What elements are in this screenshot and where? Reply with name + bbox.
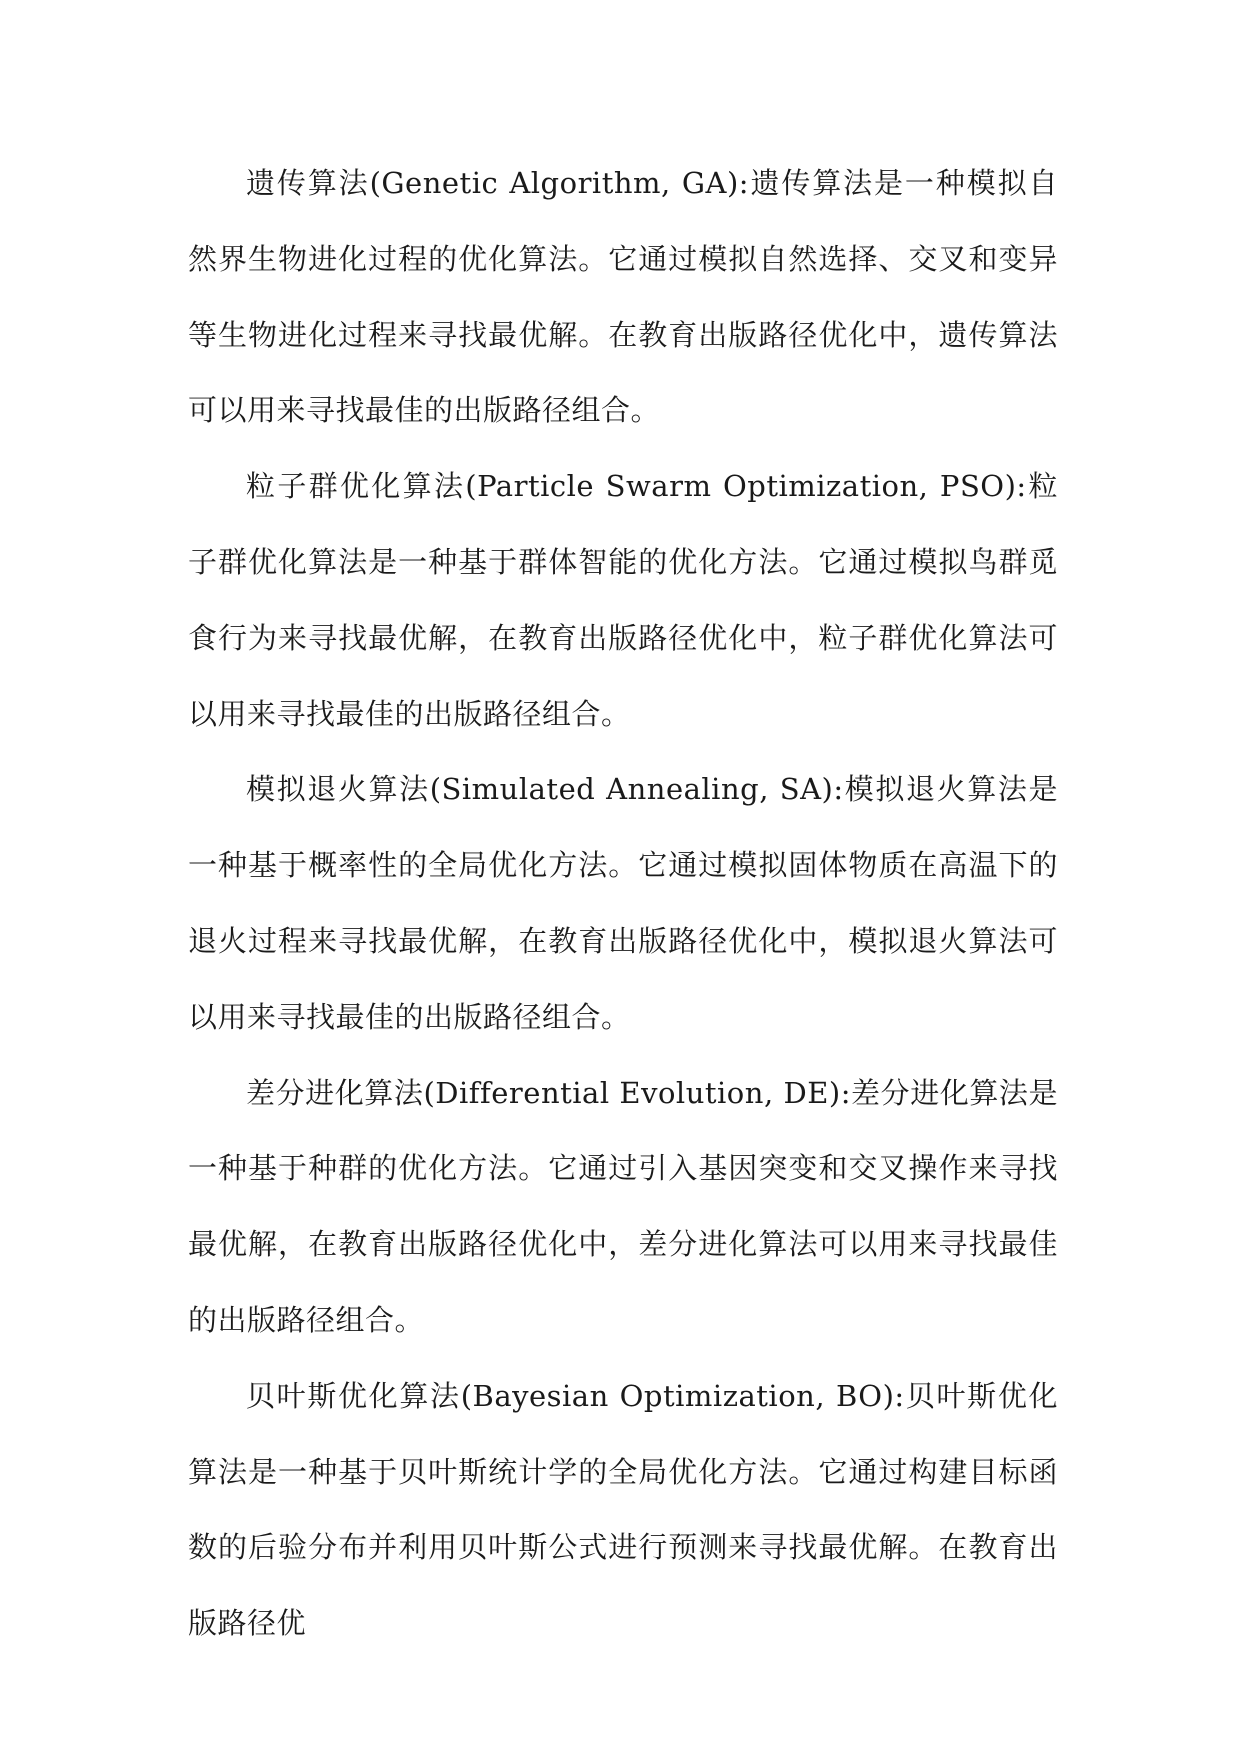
paragraph-particle-swarm: 粒子群优化算法(Particle Swarm Optimization, PSO):粒子群优化算法是一种基于群体智能的优化方法。它通过模拟鸟群觅食行为来寻找最优解，在教育出版路径优化中，粒子群优化算法可以用来寻找最佳的出版路径组合。 (188, 469, 1058, 731)
paragraph-simulated-annealing: 模拟退火算法(Simulated Annealing, SA):模拟退火算法是一种基于概率性的全局优化方法。它通过模拟固体物质在高温下的退火过程来寻找最优解，在教育出版路径优化中，模拟退火算法可以用来寻找最佳的出版路径组合。 (188, 772, 1058, 1034)
paragraph-differential-evolution: 差分进化算法(Differential Evolution, DE):差分进化算法是一种基于种群的优化方法。它通过引入基因突变和交叉操作来寻找最优解，在教育出版路径优化中，差分进化算法可以用来寻找最佳的出版路径组合。 (188, 1075, 1058, 1337)
paragraph-genetic-algorithm: 遗传算法(Genetic Algorithm, GA):遗传算法是一种模拟自然界生物进化过程的优化算法。它通过模拟自然选择、交叉和变异等生物进化过程来寻找最优解。在教育出版路径优化中，遗传算法可以用来寻找最佳的出版路径组合。 (188, 166, 1058, 428)
paragraph-bayesian-optimization: 贝叶斯优化算法(Bayesian Optimization, BO):贝叶斯优化算法是一种基于贝叶斯统计学的全局优化方法。它通过构建目标函数的后验分布并利用贝叶斯公式进行预测来寻找最优解。在教育出版路径优 (188, 1378, 1058, 1641)
document-body (188, 146, 1058, 1662)
